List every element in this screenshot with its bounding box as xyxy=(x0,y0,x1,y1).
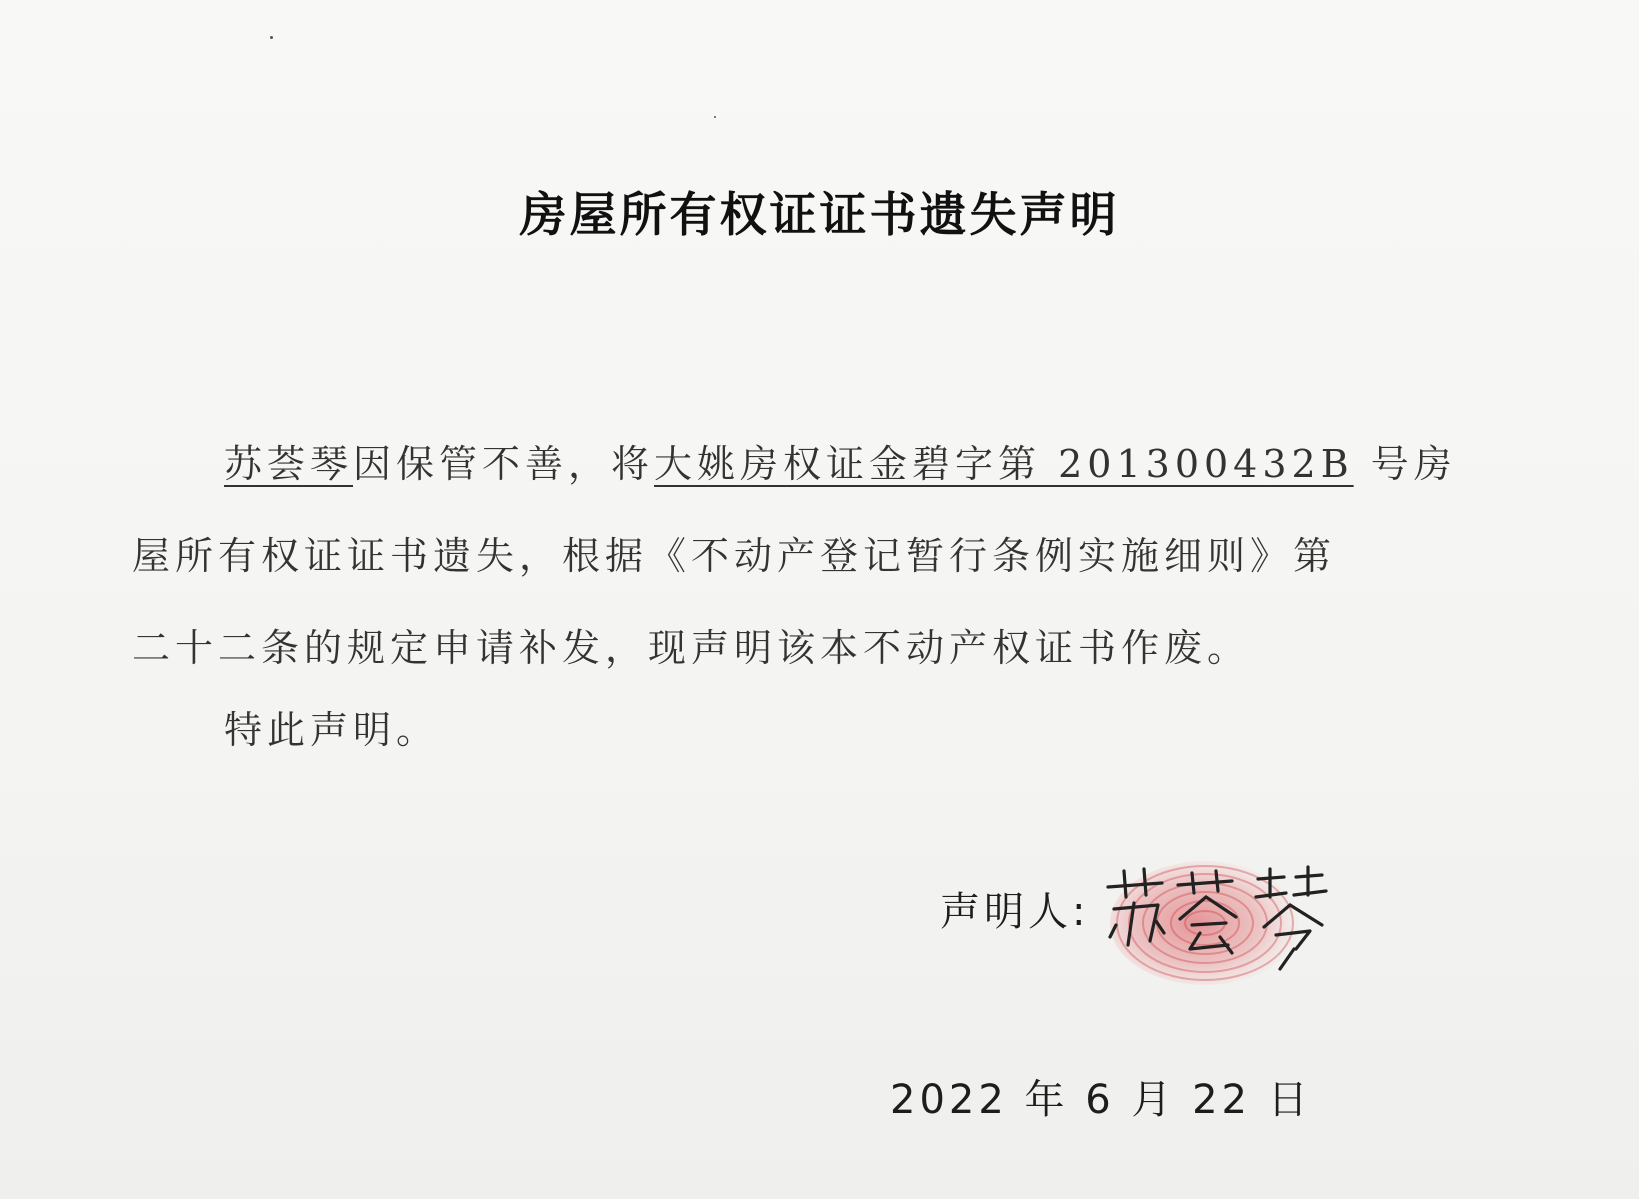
closing-line xyxy=(132,684,1552,776)
signature-block xyxy=(1100,845,1350,995)
body-line-1 xyxy=(132,418,1552,510)
closing-text: 特此声明。 xyxy=(224,708,440,752)
declaration-body xyxy=(132,418,1552,694)
document-title: 房屋所有权证证书遗失声明 xyxy=(519,188,1120,243)
body-text-b: 号房 xyxy=(1353,442,1457,486)
paper-speck xyxy=(270,36,273,39)
paper-speck xyxy=(714,116,716,118)
body-line-2: 屋所有权证证书遗失，根据《不动产登记暂行条例实施细则》第 xyxy=(132,534,1337,578)
declaration-date: 2022 年 6 月 22 日 xyxy=(890,1077,1312,1123)
person-name: 苏荟琴 xyxy=(224,442,354,486)
signer-label: 声明人: xyxy=(940,889,1090,935)
certificate-number: 大姚房权证金碧字第 201300432B xyxy=(654,442,1354,486)
body-text-a: 因保管不善，将 xyxy=(353,442,655,486)
handwritten-signature xyxy=(1100,845,1350,995)
body-line-3: 二十二条的规定申请补发，现声明该本不动产权证书作废。 xyxy=(132,626,1251,670)
